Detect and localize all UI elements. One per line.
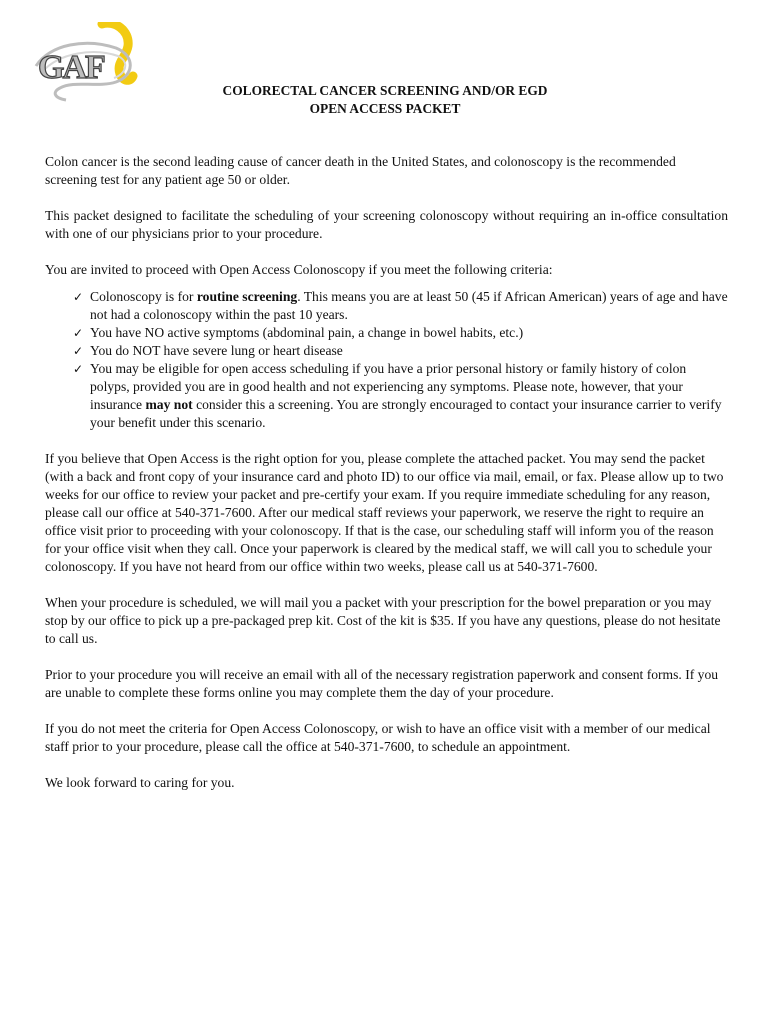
paragraph-closing: We look forward to caring for you. <box>45 775 235 790</box>
criteria-item: ✓ You have NO active symptoms (abdominal pain, a change in bowel habits, etc.) <box>73 325 524 340</box>
criteria-item: ✓ You may be eligible for open access scheduling if you have a prior personal history or family history of colon polyps, provided you are in good health and not experiencing any symptoms. Please note, however, that your insurance may not consider this a screening. You are strongly encouraged to contact your insurance carrier to verify your benefit under this scenario. <box>73 361 722 430</box>
paragraph-intro: Colon cancer is the second leading cause of cancer death in the United States, and colonoscopy is the recommended screening test for any patient age 50 or older. <box>45 154 676 187</box>
title-line-1: COLORECTAL CANCER SCREENING AND/OR EGD <box>222 83 548 98</box>
checkmark-icon: ✓ <box>73 344 84 358</box>
checkmark-icon: ✓ <box>73 326 84 340</box>
criteria-item: ✓ You do NOT have severe lung or heart disease <box>73 343 343 358</box>
document-body <box>45 153 728 810</box>
paragraph-packet-purpose: This packet designed to facilitate the scheduling of your screening colonoscopy without requiring an in-office consultation with one of our physicians prior to your procedure. <box>45 208 728 241</box>
title-line-2: OPEN ACCESS PACKET <box>309 101 461 116</box>
document-title <box>0 82 770 118</box>
paragraph-office-visit: If you do not meet the criteria for Open Access Colonoscopy, or wish to have an office visit with a member of our medical staff prior to your procedure, please call the office at 540-371-7600, to schedule an appointment. <box>45 721 711 754</box>
criteria-list <box>45 288 728 432</box>
svg-text:GAF: GAF <box>38 49 104 86</box>
paragraph-registration: Prior to your procedure you will receive an email with all of the necessary registration paperwork and consent forms. If you are unable to complete these forms online you may complete them the day of your procedure. <box>45 667 719 700</box>
paragraph-submission: If you believe that Open Access is the right option for you, please complete the attached packet. You may send the packet (with a back and front copy of your insurance card and photo ID) to our office via mail, email, or fax. Please allow up to two weeks for our office to review your packet and pre-certify your exam. If you require immediate scheduling for any reason, please call our office at 540-371-7600. After our medical staff reviews your paperwork, we reserve the right to require an office visit prior to proceeding with your colonoscopy. If that is the case, our scheduling staff will inform you of the reason for your office visit when they call. Once your paperwork is cleared by the medical staff, we will call you to schedule your colonoscopy. If you have not heard from our office within two weeks, please call us at 540-371-7600. <box>45 451 724 574</box>
paragraph-prep-kit: When your procedure is scheduled, we will mail you a packet with your prescription for the bowel preparation or you may stop by our office to pick up a pre-packaged prep kit. Cost of the kit is $35. If you have any questions, please do not hesitate to call us. <box>45 595 721 646</box>
checkmark-icon: ✓ <box>73 290 84 304</box>
checkmark-icon: ✓ <box>73 362 84 376</box>
criteria-item: ✓ Colonoscopy is for routine screening. This means you are at least 50 (45 if African American) years of age and have not had a colonoscopy within the past 10 years. <box>73 289 728 322</box>
paragraph-criteria-intro: You are invited to proceed with Open Access Colonoscopy if you meet the following criteria: <box>45 262 553 277</box>
